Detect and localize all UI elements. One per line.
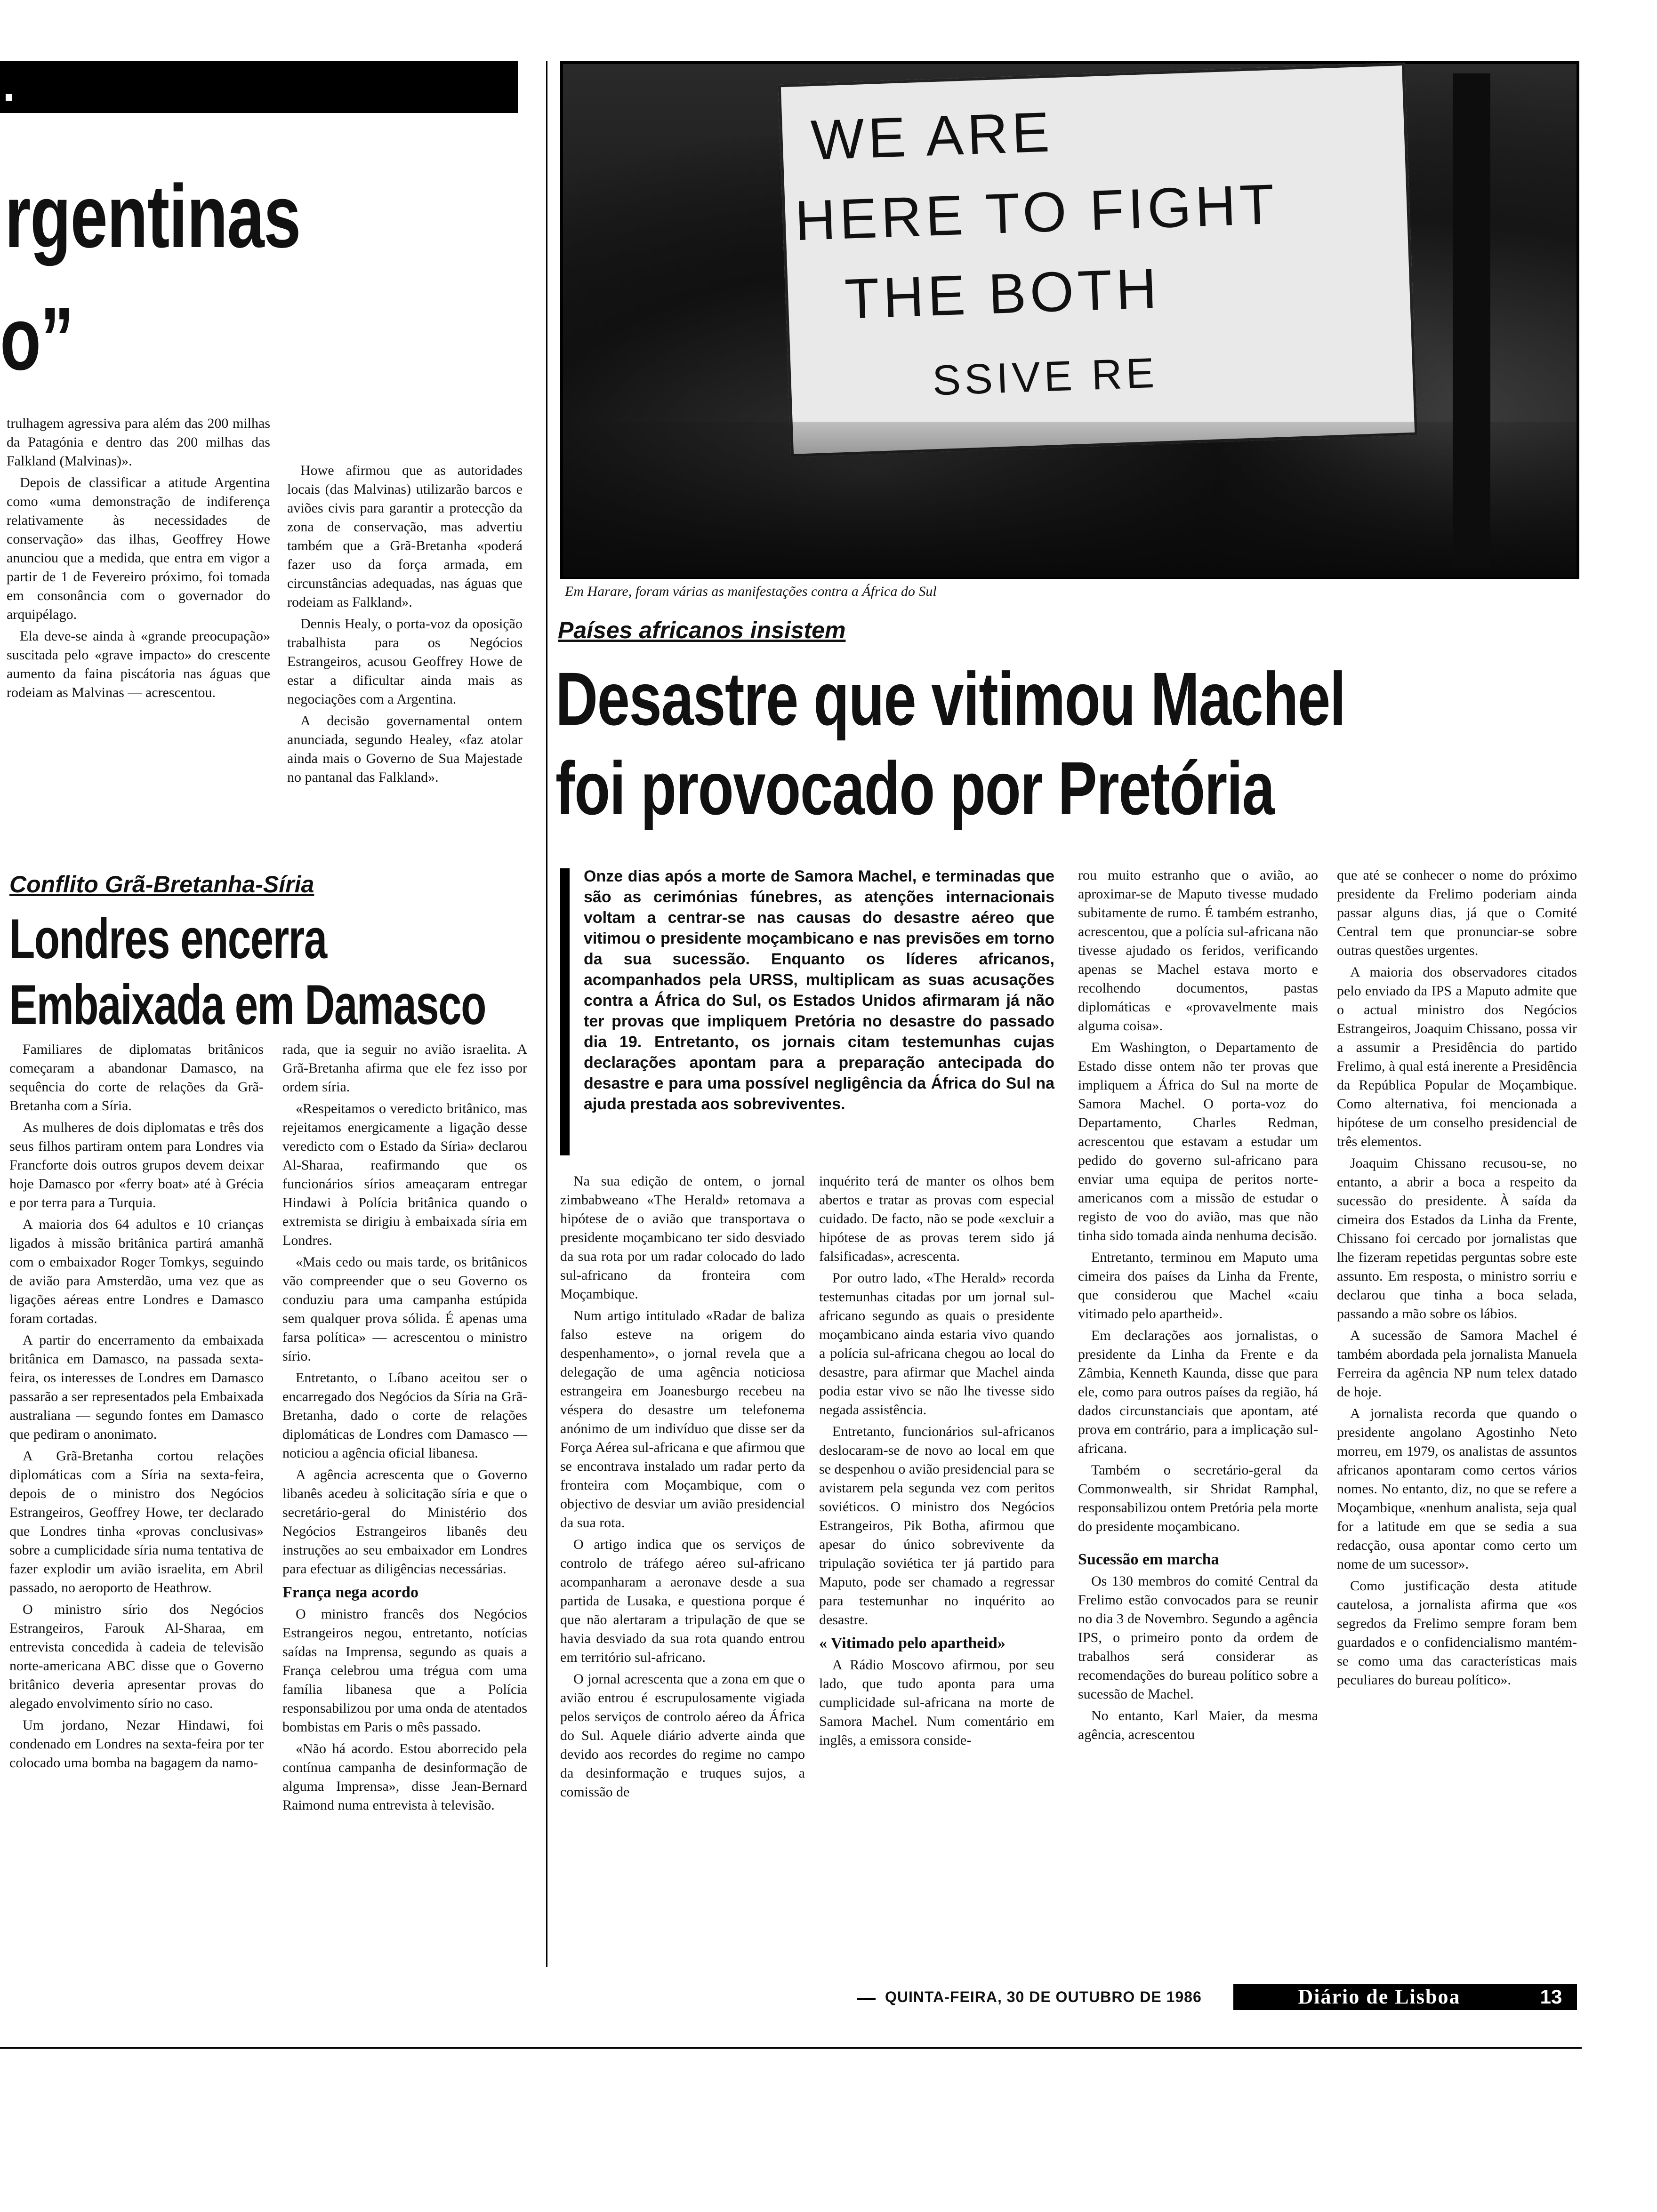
sign-line: HERE TO FIGHT xyxy=(794,172,1279,253)
protest-sign xyxy=(778,63,1418,457)
page-number-text: 13 xyxy=(1540,1986,1562,2008)
syria-headline-line1: Londres encerra xyxy=(9,907,327,970)
paragraph: Ela deve-se ainda à «grande preocupação» suscitada pelo «grave impacto» do crescente aumento da faina piscátoria nas águas que rodeiam as Malvinas — acrescentou. xyxy=(7,628,270,700)
paragraph: Na sua edição de ontem, o jornal zimbabweano «The Herald» retomava a hipótese de o avião que transportava o presidente moçambicano ter sido desviado da sua rota por um radar colocado do lado sul-africano da fronteira com Moçambique. xyxy=(560,1173,805,1302)
sign-line: WE ARE xyxy=(810,100,1054,172)
paragraph: No entanto, Karl Maier, da mesma agência, acrescentou xyxy=(1078,1708,1318,1742)
paragraph: «Mais cedo ou mais tarde, os britânicos vão compreender que o seu Governo os conduziu para uma campanha estúpida sem qualquer prova sólida. É apenas uma farsa política» — acrescentou o ministro sírio. xyxy=(282,1254,527,1364)
subhead-franca: França nega acordo xyxy=(282,1584,418,1601)
column-rule xyxy=(546,61,547,1967)
paragraph: Entretanto, funcionários sul-africanos deslocaram-se de novo ao local em que se despenhou o avião presidencial para se avistarem pela segunda vez com peritos soviéticos. O ministro dos Negócios Estrangeiros, Pik Botha, afirmou que apesar do único sobrevivente da tripulação soviética ter já partido para Maputo, pode ser chamado a regressar para testemunhar no inquérito ao desastre. xyxy=(819,1424,1054,1627)
lead-bar xyxy=(560,868,570,1155)
paragraph: Como justificação desta atitude cautelosa, a jornalista afirma que «os segredos da Frelimo sempre foram bem guardados e o confidencialismo mantém-se como uma das características mais peculiares do bureau político». xyxy=(1337,1578,1577,1688)
paragraph: As mulheres de dois diplomatas e três dos seus filhos partiram ontem para Londres via Francforte dois outros grupos devem deixar hoje Damasco por «ferry boat» até à Grécia e por terra para a Turquia. xyxy=(9,1120,264,1210)
paragraph: rada, que ia seguir no avião israelita. A Grã-Bretanha afirma que ele fez isso por ordem síria. xyxy=(282,1042,527,1095)
paragraph: O jornal acrescenta que a zona em que o avião entrou é escrupulosamente vigiada pelos serviços de controlo aéreo da África do Sul. Aquele diário adverte ainda que devido aos recordes do regime no campo da desinformação e truques sujos, a comissão de xyxy=(560,1671,805,1800)
paragraph: A agência acrescenta que o Governo libanês acedeu à solicitação síria e que o secretário-geral do Ministério dos Negócios Estrangeiros libanês deu instruções ao seu embaixador em Londres para efectuar as diligências necessárias. xyxy=(282,1467,527,1577)
paragraph: Em declarações aos jornalistas, o presidente da Linha da Frente e da Zâmbia, Kenneth Kaunda, disse que para ele, como para outros países da região, há dados circunstanciais que apontam, até prova em contrário, para a implicação sul-africana. xyxy=(1078,1328,1318,1456)
paragraph: A maioria dos 64 adultos e 10 crianças ligados à missão britânica partirá amanhã com o embaixador Roger Tomkys, seguindo de avião para Amsterdão, uma vez que as ligações aéreas entre Londres e Damasco foram cortadas. xyxy=(9,1217,264,1326)
page-number xyxy=(1525,1984,1577,2010)
subhead-vitimado: « Vitimado pelo apartheid» xyxy=(819,1635,1005,1652)
paragraph: Entretanto, terminou em Maputo uma cimeira dos países da Linha da Frente, que considerou que Machel «caiu vitimado pelo apartheid». xyxy=(1078,1250,1318,1322)
syria-column-1 xyxy=(9,1040,264,1775)
footer-dash xyxy=(857,1998,876,2000)
paragraph: O ministro sírio dos Negócios Estrangeiros, Farouk Al-Sharaa, em entrevista concedida à cadeia de televisão norte-americana ABC disse que o Governo britânico deveria apresentar provas do alegado envolvimento sírio no caso. xyxy=(9,1602,264,1711)
paragraph: rou muito estranho que o avião, ao aproximar-se de Maputo tivesse mudado subitamente de rumo. É também estranho, acrescentou, que a polícia sul-africana não tivesse ajudado os feridos, verificando apenas se Machel estava morto e recolhendo documentos, pastas diplomáticas e «provavelmente mais alguma coisa». xyxy=(1078,867,1318,1034)
paragraph: Dennis Healy, o porta-voz da oposição trabalhista para os Negócios Estrangeiros, acusou Geoffrey Howe de estar a dificultar ainda mais as negociações com a Argentina. xyxy=(287,616,523,707)
argentina-headline-line2: o” xyxy=(0,289,73,389)
machel-column-2 xyxy=(819,1172,1054,1753)
photo-caption: Em Harare, foram várias as manifestações contra a África do Sul xyxy=(565,584,937,599)
bottom-rule xyxy=(0,2047,1582,2049)
argentina-column-1 xyxy=(7,414,270,705)
machel-kicker: Países africanos insistem xyxy=(558,617,846,643)
paragraph: A maioria dos observadores citados pelo enviado da IPS a Maputo admite que o actual ministro dos Negócios Estrangeiros, Joaquim Chissano, possa vir a assumir a Presidência do partido Frelimo, à qual está inerente a Presidência da República Popular de Moçambique. Como alternativa, foi mencionada a hipótese de um conselho presidencial de três elementos. xyxy=(1337,964,1577,1149)
footer-date: QUINTA-FEIRA, 30 DE OUTUBRO DE 1986 xyxy=(885,1988,1202,2005)
paragraph: A Rádio Moscovo afirmou, por seu lado, que tudo aponta para uma cumplicidade sul-africana na morte de Samora Machel. Num comentário em inglês, a emissora conside- xyxy=(819,1657,1054,1748)
paragraph: Howe afirmou que as autoridades locais (das Malvinas) utilizarão barcos e aviões civis para garantir a protecção da zona de conservação, mas advertiu também que a Grã-Bretanha «poderá fazer uso da força armada, em circunstâncias adequadas, nas águas que rodeiam as Falkland». xyxy=(287,463,523,610)
paragraph: Joaquim Chissano recusou-se, no entanto, a abrir a boca a respeito da sucessão do presidente. À saída da cimeira dos Estados da Linha da Frente, Chissano foi cercado por jornalistas que lhe fizeram repetidas perguntas sobre este assunto. Em resposta, o ministro sorriu e declarou que tinha a boca selada, passando a mão sobre os lábios. xyxy=(1337,1155,1577,1322)
paragraph: A partir do encerramento da embaixada britânica em Damasco, na passada sexta-feira, os interesses de Londres em Damasco passarão a ser representados pela Embaixada australiana — segundo fontes em Damasco que pediram o anonimato. xyxy=(9,1332,264,1442)
machel-headline-line2: foi provocado por Pretória xyxy=(555,746,1274,830)
paragraph: «Respeitamos o veredicto britânico, mas rejeitamos energicamente a ligação desse veredicto com o Estado da Síria» declarou Al-Sharaa, reafirmando que os funcionários sírios ameaçaram entregar Hindawi à Polícia britânica quando o extremista se dirigiu à embaixada síria em Londres. xyxy=(282,1101,527,1248)
paragraph: O artigo indica que os serviços de controlo de tráfego aéreo sul-africano acompanharam a aeronave desde a sua partida de Lusaka, e questiona porque é que não alertaram a tripulação de que se havia desviado da sua rota quando entrou em território sul-africano. xyxy=(560,1537,805,1665)
paragraph: Por outro lado, «The Herald» recorda testemunhas citadas por um jornal sul-africano segundo as quais o presidente moçambicano ainda estaria vivo quando a polícia sul-africana chegou ao local do desastre, para afirmar que Machel ainda podia estar vivo se não lhe tivesse sido negada assistência. xyxy=(819,1270,1054,1418)
paragraph: Também o secretário-geral da Commonwealth, sir Shridat Ramphal, responsabilizou ontem Pretória pela morte do presidente moçambicano. xyxy=(1078,1462,1318,1534)
masthead-logo xyxy=(1233,1984,1525,2010)
paragraph: Um jordano, Nezar Hindawi, foi condenado em Londres na sexta-feira por ter colocado uma bomba na bagagem da namo- xyxy=(9,1717,264,1771)
argentina-column-2 xyxy=(287,461,523,790)
paragraph: Em Washington, o Departamento de Estado disse ontem não ter provas que impliquem a África do Sul na morte de Samora Machel. O porta-voz do Departamento, Charles Redman, acrescentou que estavam a estudar um pedido do governo sul-africano para enviar uma equipa de peritos norte-americanos com a missão de estudar o registo de voo do avião, mas que não tinha sido tomada ainda nenhuma decisão. xyxy=(1078,1040,1318,1243)
syria-column-2 xyxy=(282,1040,527,1818)
machel-column-3 xyxy=(1078,866,1318,1747)
paragraph: «Não há acordo. Estou aborrecido pela contínua campanha de desinformação de alguma Imprensa», disse Jean-Bernard Raimond numa entrevista à televisão. xyxy=(282,1741,527,1813)
paragraph: Num artigo intitulado «Radar de baliza falso esteve na origem do despenhamento», o jornal revela que a delegação de uma agência noticiosa estrangeira em Joanesburgo recebeu na véspera do desastre um telefonema anónimo de um indivíduo que disse ser da Força Aérea sul-africana e que afirmou que se encontrava instalado um radar perto da fronteira com Moçambique, com o objectivo de desviar um avião presidencial da sua rota. xyxy=(560,1308,805,1531)
syria-kicker: Conflito Grã-Bretanha-Síria xyxy=(9,871,314,898)
paragraph: inquérito terá de manter os olhos bem abertos e tratar as provas com especial cuidado. De facto, não se pode «excluir a hipótese de as provas terem sido já falsificadas», acrescenta. xyxy=(819,1173,1054,1264)
paragraph: Entretanto, o Líbano aceitou ser o encarregado dos Negócios da Síria na Grã-Bretanha, dado o corte de relações diplomáticas de Londres com Damasco — noticiou a agência oficial libanesa. xyxy=(282,1370,527,1461)
paragraph: trulhagem agressiva para além das 200 milhas da Patagónia e dentro das 200 milhas das Falkland (Malvinas)». xyxy=(7,416,270,469)
machel-column-4 xyxy=(1337,866,1577,1692)
paragraph: Depois de classificar a atitude Argentina como «uma demonstração de indiferença relativamente às necessidades de conservação» das ilhas, Geoffrey Howe anunciou que a medida, que entra em vigor a partir de 1 de Fevereiro próximo, foi tomada em consonância com o governador do arquipélago. xyxy=(7,475,270,622)
paragraph: A sucessão de Samora Machel é também abordada pela jornalista Manuela Ferreira da agência NP num telex datado de hoje. xyxy=(1337,1328,1577,1400)
masthead-text: Diário de Lisboa xyxy=(1298,1985,1461,2008)
section-banner xyxy=(0,61,518,113)
argentina-headline-line1: rgentinas xyxy=(5,167,300,266)
photo-pole xyxy=(1453,73,1490,568)
paragraph: A decisão governamental ontem anunciada, segundo Healey, «faz atolar ainda mais o Governo de Sua Majestade no pantanal das Falkland». xyxy=(287,713,523,785)
protest-photo xyxy=(560,61,1579,579)
paragraph: O ministro francês dos Negócios Estrangeiros negou, entretanto, notícias saídas na Imprensa, segundo as quais a França celebrou uma trégua com uma família libanesa que a Polícia responsabilizou por uma onda de atentados bombistas em Paris o mês passado. xyxy=(282,1606,527,1735)
banner-notch xyxy=(6,94,12,101)
machel-lead: Onze dias após a morte de Samora Machel, e terminadas que são as cerimónias fúnebres, as atenções internacionais voltam a centrar-se nas causas do desastre aéreo que vitimou o presidente moçambicano e nas previsões em torno da sua sucessão. Enquanto os líderes africanos, acompanhados pela URSS, multiplicam as suas acusações contra a África do Sul, os Estados Unidos afirmaram já não ter provas que impliquem Pretória no desastre do passado dia 19. Entretanto, os jornais citam testemunhas cujas declarações apontam para a preparação antecipada do desastre e para uma possível negligência da África do Sul na ajuda prestada aos sobreviventes. xyxy=(584,867,1054,1113)
sign-line: SSIVE RE xyxy=(932,349,1159,405)
paragraph: A Grã-Bretanha cortou relações diplomáticas com a Síria na sexta-feira, depois de o ministro dos Negócios Estrangeiros, Geoffrey Howe, ter declarado que Londres tinha «provas conclusivas» sobre a cumplicidade síria numa tentativa de fazer explodir um avião israelita, em Abril passado, no aeroporto de Heathrow. xyxy=(9,1448,264,1595)
sign-line: THE BOTH xyxy=(844,256,1162,331)
machel-column-1 xyxy=(560,1172,805,1804)
photo-crowd xyxy=(563,422,1577,577)
paragraph: que até se conhecer o nome do próximo presidente da Frelimo poderiam ainda passar alguns dias, já que o Comité Central tem que pronunciar-se sobre outras questões urgentes. xyxy=(1337,867,1577,958)
paragraph: A jornalista recorda que quando o presidente angolano Agostinho Neto morreu, em 1979, os analistas de assuntos africanos apontaram como certos vários nomes. No entanto, diz, no que se refere a Moçambique, «nenhum analista, seja qual for a latitude em que se sedia a sua redacção, ousa apontar como certo um nome de um sucessor». xyxy=(1337,1406,1577,1572)
paragraph: Os 130 membros do comité Central da Frelimo estão convocados para se reunir no dia 3 de Novembro. Segundo a agência IPS, o primeiro ponto da ordem de trabalhos será considerar as recomendações do bureau político sobre a sucessão de Machel. xyxy=(1078,1573,1318,1702)
syria-headline-line2: Embaixada em Damasco xyxy=(9,973,486,1036)
paragraph: Familiares de diplomatas britânicos começaram a abandonar Damasco, na sequência do corte de relações da Grã-Bretanha com a Síria. xyxy=(9,1042,264,1114)
subhead-sucessao: Sucessão em marcha xyxy=(1078,1551,1219,1568)
machel-headline-line1: Desastre que vitimou Machel xyxy=(555,657,1345,741)
